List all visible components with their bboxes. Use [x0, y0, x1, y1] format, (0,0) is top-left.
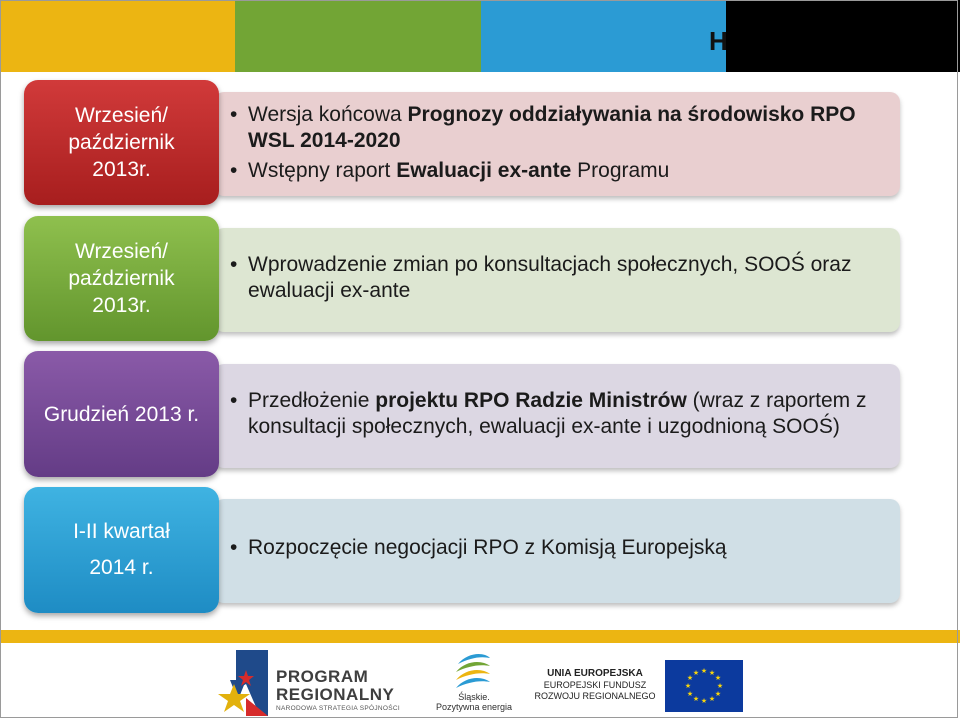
header-stripe-black — [726, 0, 960, 72]
program-regionalny-text: PROGRAM REGIONALNY NARODOWA STRATEGIA SPÓJNOŚCI — [276, 667, 400, 712]
svg-text:★: ★ — [714, 690, 722, 698]
timeline-label-1: Wrzesień/ październik 2013r. — [24, 80, 219, 205]
timeline-1-item-2: • Wstępny raport Ewaluacji ex-ante Programu — [248, 158, 880, 184]
svg-text:★: ★ — [684, 682, 692, 690]
unia-europejska-text: UNIA EUROPEJSKA EUROPEJSKI FUNDUSZ ROZWOJU REGIONALNEGO — [534, 668, 656, 701]
eu-flag-icon — [665, 660, 743, 712]
svg-text:★: ★ — [714, 674, 722, 682]
svg-text:★: ★ — [686, 690, 694, 698]
timeline-label-3: Grudzień 2013 r. — [24, 351, 219, 477]
timeline-label-2: Wrzesień/ październik 2013r. — [24, 216, 219, 341]
timeline-detail-2 — [214, 228, 900, 332]
header-stripe-blue — [481, 0, 726, 72]
slaskie-text: Śląskie. Pozytywna energia — [435, 692, 513, 712]
timeline-label-4: I-II kwartał 2014 r. — [24, 487, 219, 613]
svg-text:★: ★ — [716, 682, 724, 690]
svg-text:★: ★ — [700, 697, 708, 705]
svg-text:★: ★ — [692, 669, 700, 677]
slaskie-logo-icon — [450, 650, 496, 690]
svg-text:★: ★ — [692, 695, 700, 703]
timeline-1-item-1: • Wersja końcowa Prognozy oddziaływania na środowisko RPO WSL 2014-2020 — [248, 102, 880, 154]
timeline-2-item-1: • Wprowadzenie zmian po konsultacjach społecznych, SOOŚ oraz ewaluacji ex-ante — [248, 252, 880, 304]
header-stripe-yellow — [0, 0, 235, 72]
svg-text:★: ★ — [700, 667, 708, 675]
timeline-3-item-1: • Przedłożenie projektu RPO Radzie Ministrów (wraz z raportem z konsultacji społecznych, ewaluacji ex-ante i uzgodnioną SOOŚ) — [248, 388, 880, 440]
timeline-4-item-1: • Rozpoczęcie negocjacji RPO z Komisją Europejską — [248, 535, 880, 561]
timeline-detail-4 — [214, 499, 900, 603]
svg-text:★: ★ — [708, 669, 716, 677]
footer-stripe — [0, 630, 960, 643]
slide-title-fragment: H — [709, 26, 728, 56]
svg-text:★: ★ — [686, 674, 694, 682]
header-stripe-green — [235, 0, 481, 72]
timeline-detail-1 — [214, 92, 900, 196]
timeline-detail-3 — [214, 364, 900, 468]
program-regionalny-logo-icon — [216, 650, 268, 716]
svg-text:★: ★ — [708, 695, 716, 703]
